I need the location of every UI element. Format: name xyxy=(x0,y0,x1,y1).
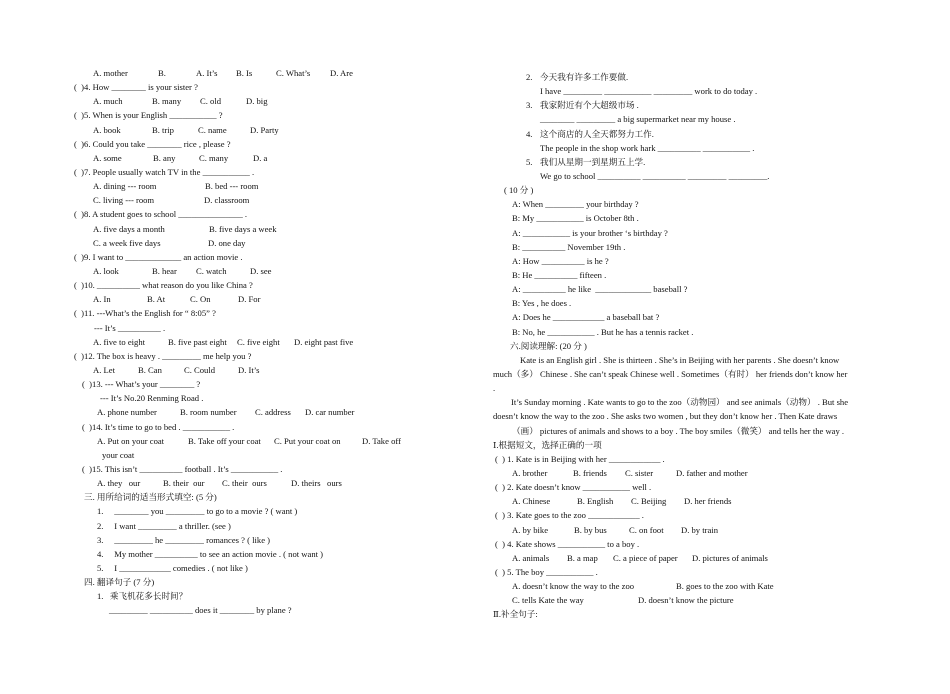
q7-options-ab: A. dining --- room B. bed --- room xyxy=(93,181,259,192)
tr-2-en: I have _________ ___________ _________ work to do today . xyxy=(540,86,758,97)
reading-question-1: ( ) 1. Kate is in Beijing with her ____________ . xyxy=(495,453,665,464)
tr-3-zh: 3. 我家附近有个大超级市场 . xyxy=(526,100,639,111)
s3-item-1: 1. ________ you _________ to go to a movie ? ( want ) xyxy=(97,506,298,517)
q9-options: A. look B. hear C. watch D. see xyxy=(93,265,272,276)
rq3-options: A. by bike B. by bus C. on foot D. by train xyxy=(512,524,718,535)
q7-options-cd: C. living --- room D. classroom xyxy=(93,195,250,206)
passage-line: It’s Sunday morning . Kate wants to go to the zoo（动物园） and see animals（动物） . But she xyxy=(511,397,849,408)
s3-item-4: 4. My mother __________ to see an action movie . ( not want ) xyxy=(97,548,324,559)
question-12: ( )12. The box is heavy . _________ me help you ? xyxy=(74,350,252,361)
dialogue-line: B: Yes , he does . xyxy=(512,298,572,309)
dialogue-line: A: __________ he like _____________ baseball ? xyxy=(512,284,688,295)
part-1-heading: Ⅰ.根据短文，选择正确的一项 xyxy=(493,439,602,450)
question-6: ( )6. Could you take ________ rice , please ? xyxy=(74,138,231,149)
section-4-heading: 四. 翻译句子 (7 分) xyxy=(84,577,155,588)
passage-line: doesn’t know the way to the zoo . She asks two women , but they don’t know her . Then Kate draws xyxy=(493,411,838,422)
rq5-options-ab: A. doesn’t know the way to the zoo B. goes to the zoo with Kate xyxy=(512,581,774,592)
s3-item-5: 5. I ____________ comedies . ( not like ) xyxy=(97,562,248,573)
section-6-heading: 六.阅读理解: (20 分 ) xyxy=(510,340,587,351)
q11-reply: --- It’s __________ . xyxy=(94,322,166,333)
tr-3-en: ________ _________ a big supermarket near my house . xyxy=(540,114,736,125)
rq1-options: A. brother B. friends C. sister D. father and mother xyxy=(512,467,748,478)
question-10: ( )10. __________ what reason do you like China ? xyxy=(74,280,253,291)
question-5: ( )5. When is your English ___________ ? xyxy=(74,110,223,121)
right-column xyxy=(493,70,900,621)
question-13: ( )13. --- What’s your ________ ? xyxy=(82,379,201,390)
dialogue-line: B: My ___________ is October 8th . xyxy=(512,213,639,224)
question-11: ( )11. ---What’s the English for “ 8:05” ? xyxy=(74,308,216,319)
s3-item-3: 3. _________ he _________ romances ? ( like ) xyxy=(97,534,271,545)
q13-options: A. phone number B. room number C. address D. car number xyxy=(97,407,355,418)
passage-line: much（多） Chinese . She can’t speak Chinese well . Sometimes（有时） her friends don’t know her xyxy=(493,368,848,379)
passage-line: Kate is an English girl . She is thirteen . She’s in Beijing with her parents . She doesn’t know xyxy=(520,354,840,365)
q11-options: A. five to eight B. five past eight C. five eight D. eight past five xyxy=(93,336,354,347)
tr-5-en: We go to school __________ __________ _________ _________. xyxy=(540,170,770,181)
passage-line: . xyxy=(493,383,496,394)
reading-question-3: ( ) 3. Kate goes to the zoo ____________ . xyxy=(495,510,644,521)
left-column xyxy=(72,66,472,617)
dialogue-line: B: No, he ___________ . But he has a tennis racket . xyxy=(512,326,694,337)
reading-question-2: ( ) 2. Kate doesn’t know ___________ well . xyxy=(495,482,652,493)
q12-options: A. Let B. Can C. Could D. It’s xyxy=(93,364,260,375)
q13-reply: --- It’s No.20 Renming Road . xyxy=(100,393,204,404)
q14-option-cont: your coat xyxy=(102,449,135,460)
tr-4-en: The people in the shop work hark __________ ___________ . xyxy=(540,142,755,153)
rq4-options: A. animals B. a map C. a piece of paper D. pictures of animals xyxy=(512,552,768,563)
tr-2-zh: 2. 今天我有许多工作要做. xyxy=(526,72,629,82)
question-14: ( )14. It’s time to go to bed . ___________ . xyxy=(82,421,235,432)
dialogue-line: B: __________ November 19th . xyxy=(512,241,626,252)
s3-item-2: 2. I want _________ a thriller. (see ) xyxy=(97,520,231,531)
q6-options: A. some B. any C. many D. a xyxy=(93,152,268,163)
dialogue-line: B: He __________ fifteen . xyxy=(512,269,607,280)
q8-options-ab: A. five days a month B. five days a week xyxy=(93,223,277,234)
q4-options: A. much B. many C. old D. big xyxy=(93,96,268,107)
tr-4-zh: 4. 这个商店的人全天都努力工作. xyxy=(526,128,654,139)
q5-options: A. book B. trip C. name D. Party xyxy=(93,124,279,135)
dialogue-line: A: ___________ is your brother ‘s birthday ? xyxy=(512,227,668,238)
q8-options-cd: C. a week five days D. one day xyxy=(93,237,246,248)
part-2-heading: Ⅱ.补全句子: xyxy=(493,609,538,620)
passage-line: （画） pictures of animals and shows to a boy . The boy smiles（微笑） and tells her the way . xyxy=(512,425,845,436)
s4-question-1-blank: _________ __________ does it ________ by plane ? xyxy=(109,605,292,616)
rq5-options-cd: C. tells Kate the way D. doesn’t know the picture xyxy=(512,595,734,606)
section-3-heading: 三. 用所给词的适当形式填空: (5 分) xyxy=(84,492,217,503)
s4-question-1: 1. 乘飞机花多长时间？ xyxy=(97,591,188,602)
dialogue-line: A: Does he ____________ a baseball bat ? xyxy=(512,312,660,323)
question-8: ( )8. A student goes to school _______________ . xyxy=(74,209,248,220)
tr-5-zh: 5. 我们从星期一到星期五上学. xyxy=(526,156,646,167)
question-7: ( )7. People usually watch TV in the ___________ . xyxy=(74,166,255,177)
q14-options: A. Put on your coat B. Take off your coat C. Put your coat on D. Take off xyxy=(97,435,401,446)
question-15: ( )15. This isn’t __________ football . It’s ___________ . xyxy=(82,463,283,474)
question-9: ( )9. I want to _____________ an action movie . xyxy=(74,251,243,262)
section-5-heading: ( 10 分 ) xyxy=(504,185,534,196)
rq2-options: A. Chinese B. English C. Beijing D. her friends xyxy=(512,496,732,507)
dialogue-line: A: How __________ is he ? xyxy=(512,255,609,266)
reading-question-4: ( ) 4. Kate shows ___________ to a boy . xyxy=(495,538,640,549)
question-4: ( )4. How ________ is your sister ? xyxy=(74,82,198,93)
reading-question-5: ( ) 5. The boy ___________ . xyxy=(495,566,598,577)
dialogue-line: A: When _________ your birthday ? xyxy=(512,199,639,210)
q15-options: A. they our B. their our C. their ours D. theirs ours xyxy=(97,478,342,489)
q3-options: A. mother B. A. It’s B. Is C. What’s D. Are xyxy=(93,68,353,78)
q10-options: A. In B. At C. On D. For xyxy=(93,294,261,305)
